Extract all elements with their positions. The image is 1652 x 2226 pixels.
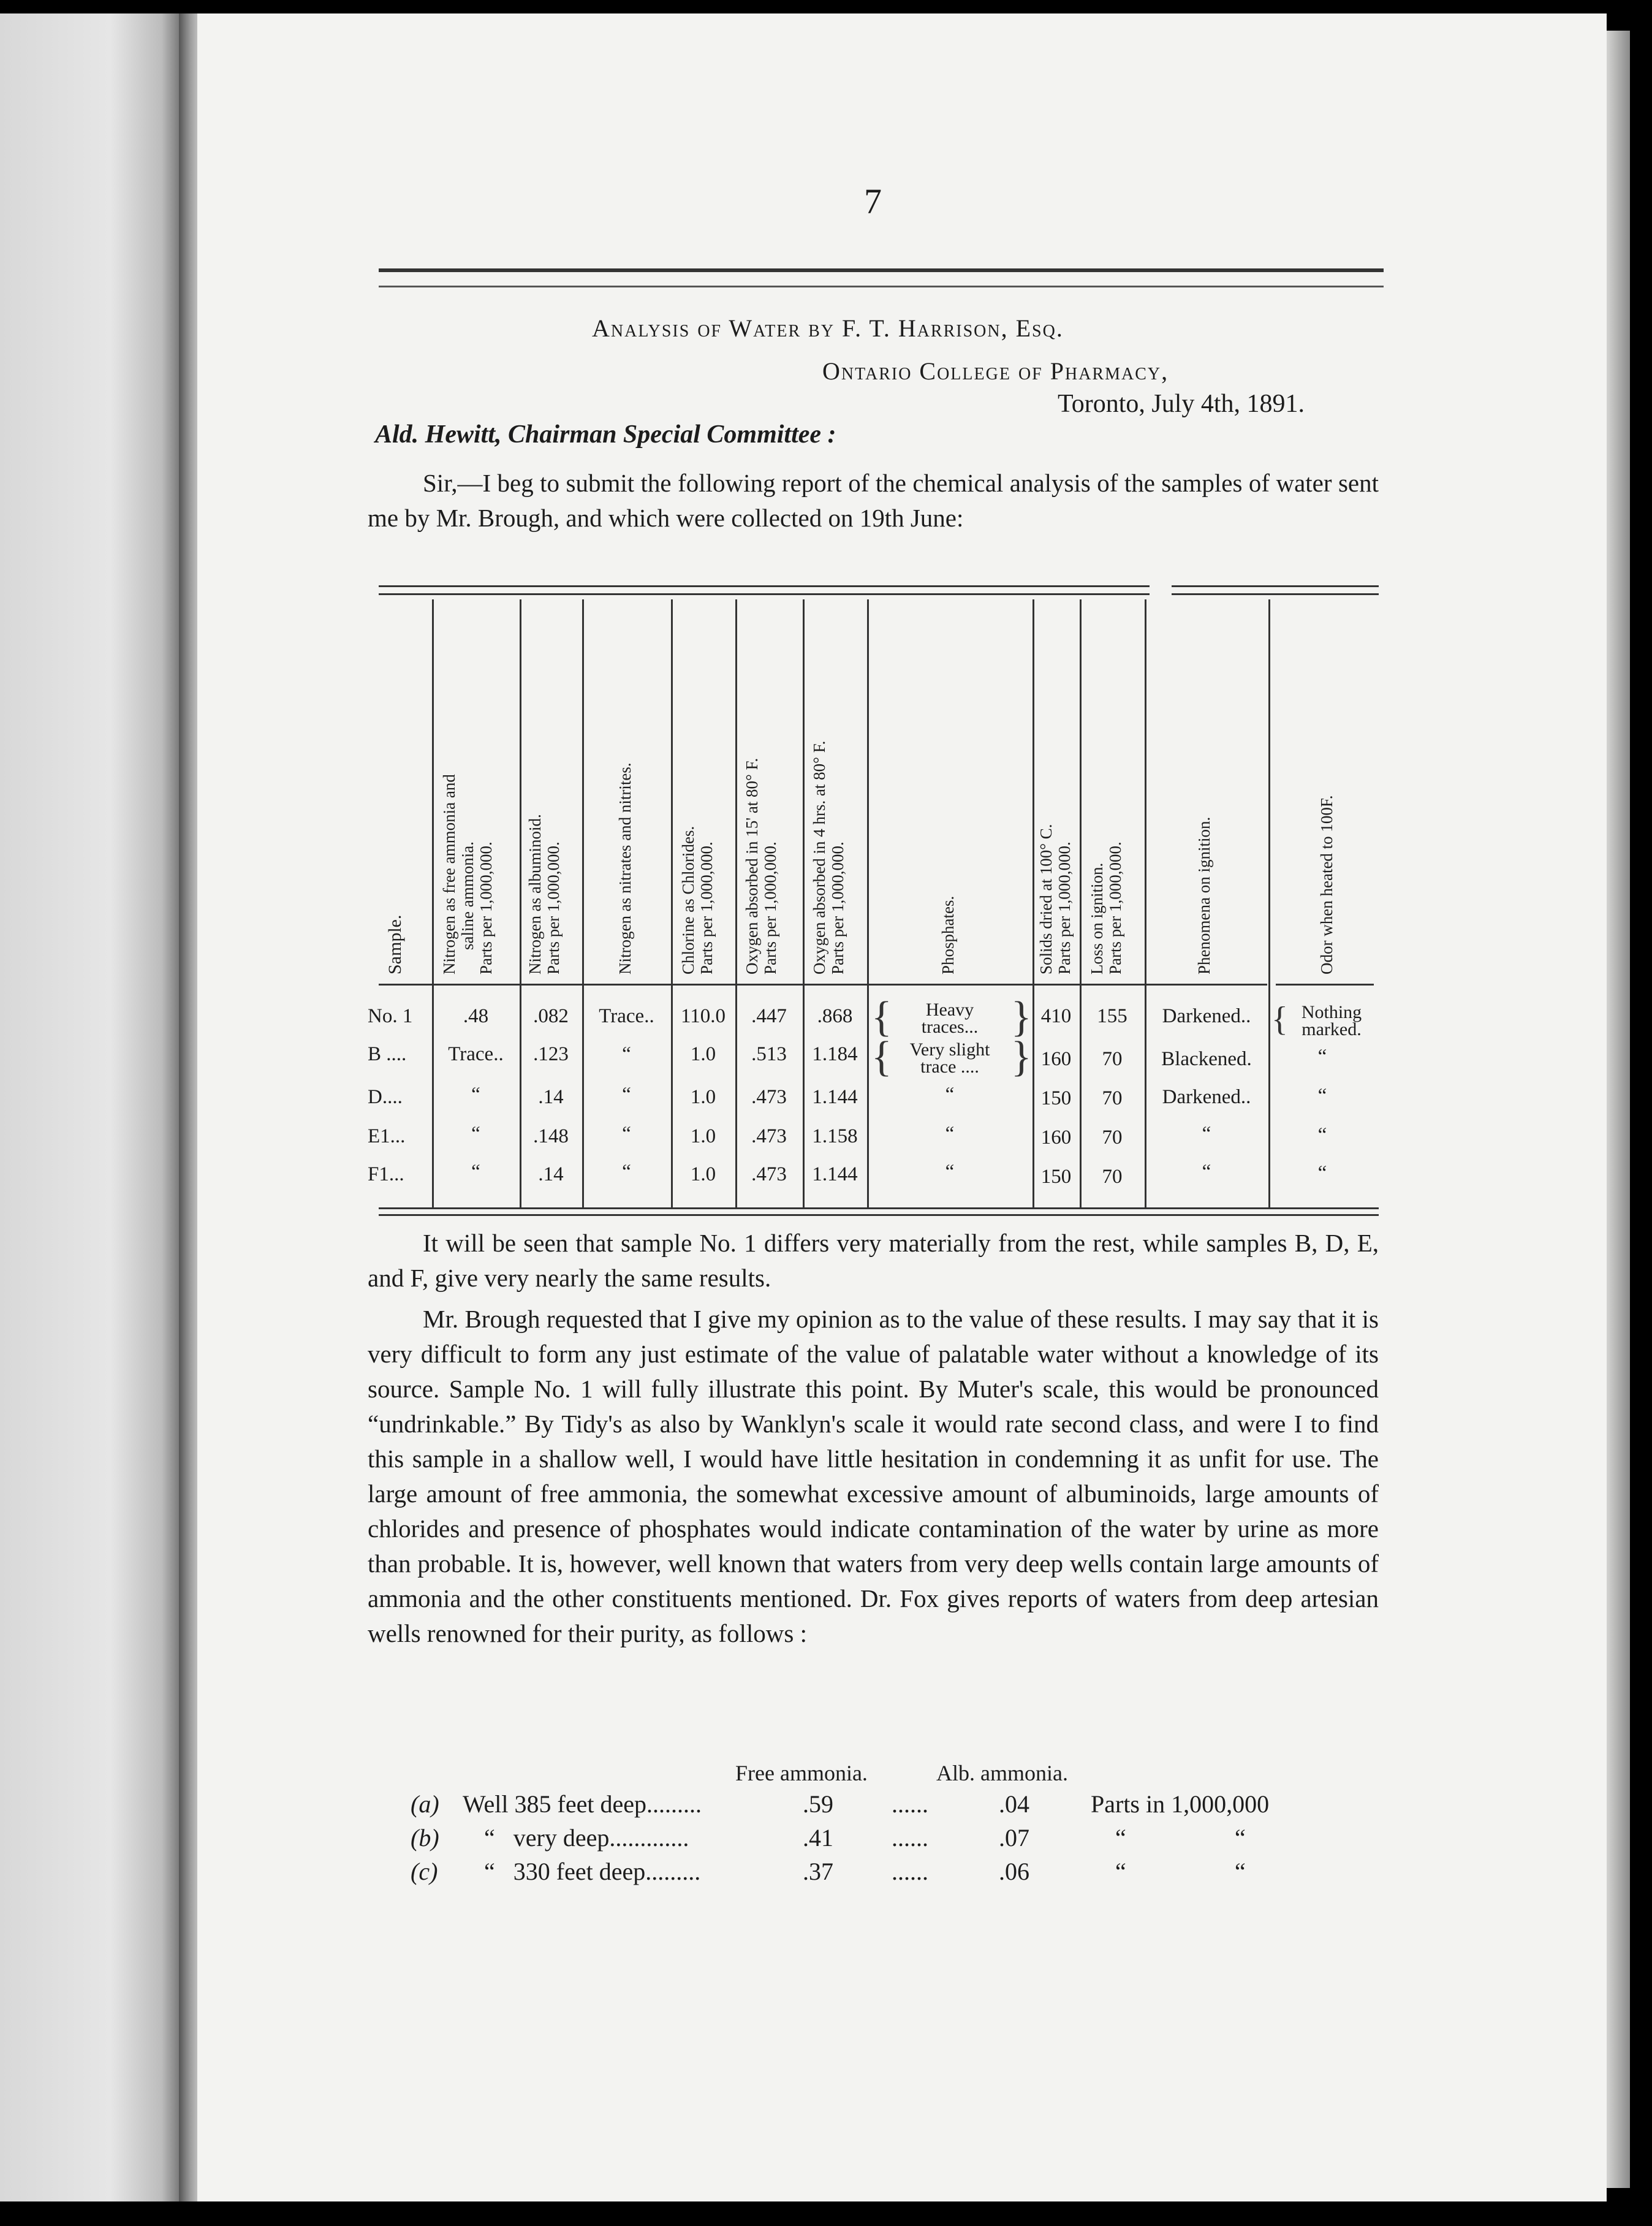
wells-row-label: (c) <box>411 1858 438 1885</box>
page-number: 7 <box>864 181 882 221</box>
cell-oxygen-4hrs: 1.144 <box>812 1163 858 1185</box>
header-rule <box>379 268 1384 287</box>
cell-odor: “ <box>1317 1162 1327 1184</box>
wells-row-unit: Parts in 1,000,000 <box>1091 1790 1270 1818</box>
cell-oxygen-4hrs: 1.184 <box>812 1043 858 1065</box>
cell-solids: 160 <box>1040 1126 1072 1149</box>
table-top-rule-right <box>1172 585 1379 595</box>
cell-nitrogen-nitrates: “ <box>622 1084 631 1106</box>
cell-oxygen-15: .513 <box>751 1043 787 1065</box>
cell-loss: 70 <box>1102 1048 1123 1070</box>
paragraph-sample-comparison: It will be seen that sample No. 1 differs very materially from the rest, while samples B, D, E, and F, give very nearly the same results. <box>368 1229 1379 1292</box>
facing-page <box>0 13 184 2201</box>
addressee: Ald. Hewitt, Chairman Special Committee : <box>375 420 836 449</box>
place-date: Toronto, July 4th, 1891. <box>1058 390 1305 418</box>
left-brace: { <box>871 1033 892 1081</box>
header-bottom-rule-right <box>1276 984 1374 986</box>
cell-nitrogen-albuminoid: .082 <box>533 1005 569 1027</box>
cell-sample: D.... <box>368 1086 403 1108</box>
cell-phosphates-line: traces... <box>921 1017 979 1037</box>
col-header-odor <box>1317 795 1336 974</box>
cell-phosphates: “ <box>945 1123 955 1145</box>
wells-row-alb: .04 <box>999 1790 1029 1818</box>
col-header-oxygen-4hrs <box>810 741 847 974</box>
cell-odor: “ <box>1317 1124 1327 1146</box>
col-header-nitrogen-free <box>440 774 495 974</box>
cell-nitrogen-nitrates: “ <box>622 1123 631 1145</box>
cell-phosphates-line: Very slight <box>909 1039 990 1060</box>
col-header-oxygen-15 <box>743 758 779 974</box>
cell-oxygen-15: .473 <box>751 1163 787 1185</box>
cell-solids: 160 <box>1040 1048 1072 1070</box>
col-header-text: Loss on ignition. <box>1088 862 1106 974</box>
wells-row-desc: “ 330 feet deep......... <box>484 1858 701 1885</box>
col-divider <box>1032 599 1034 1207</box>
cell-odor-line: Nothing <box>1301 1002 1362 1022</box>
cell-nitrogen-free: “ <box>471 1084 480 1106</box>
cell-phenomena: Darkened.. <box>1162 1005 1251 1027</box>
col-header-text: Parts per 1,000,000. <box>477 841 495 974</box>
wells-row-free: .37 <box>803 1858 833 1885</box>
cell-odor: “ <box>1317 1046 1327 1068</box>
col-header-nitrogen-albuminoid <box>526 814 563 974</box>
cell-phosphates <box>889 1041 1011 1076</box>
cell-loss: 155 <box>1097 1005 1127 1027</box>
cell-nitrogen-albuminoid: .148 <box>533 1125 569 1147</box>
cell-loss: 70 <box>1102 1126 1123 1149</box>
wells-row-unit-2: “ <box>1235 1824 1246 1852</box>
col-header-chlorides <box>679 826 716 974</box>
cell-nitrogen-free: .48 <box>463 1005 489 1027</box>
cell-chlorides: 1.0 <box>690 1086 716 1108</box>
wells-row-dots: ...... <box>892 1824 928 1852</box>
wells-row-desc: Well 385 feet deep......... <box>463 1790 702 1818</box>
col-header-loss <box>1088 841 1124 974</box>
col-header-text: Parts per 1,000,000. <box>761 841 779 974</box>
cell-oxygen-15: .473 <box>751 1086 787 1108</box>
wells-row-desc: “ very deep............. <box>484 1824 689 1852</box>
cell-sample: No. 1 <box>368 1005 413 1027</box>
col-divider <box>520 599 521 1207</box>
cell-nitrogen-nitrates: “ <box>622 1043 631 1065</box>
cell-phosphates: “ <box>945 1084 955 1106</box>
college-name: Ontario College of Pharmacy, <box>822 357 1169 385</box>
cell-nitrogen-albuminoid: .14 <box>538 1163 564 1185</box>
col-header-phenomena <box>1195 817 1213 974</box>
col-header-text: Phosphates. <box>939 895 957 974</box>
cell-phosphates <box>889 1001 1011 1036</box>
cell-nitrogen-nitrates: “ <box>622 1161 631 1183</box>
cell-phosphates: “ <box>945 1161 955 1183</box>
col-header-text: Parts per 1,000,000. <box>544 841 563 974</box>
col-divider <box>582 599 584 1207</box>
cell-odor: “ <box>1317 1085 1327 1107</box>
cell-nitrogen-free: Trace.. <box>448 1043 504 1065</box>
col-header-text: Nitrogen as nitrates and nitrites. <box>616 762 634 974</box>
wells-row-unit: “ <box>1115 1824 1126 1852</box>
table-bottom-rule <box>379 1207 1379 1216</box>
cell-oxygen-4hrs: 1.144 <box>812 1086 858 1108</box>
col-divider <box>671 599 673 1207</box>
col-header-text: Chlorine as Chlorides. <box>679 826 697 974</box>
cell-nitrogen-albuminoid: .14 <box>538 1086 564 1108</box>
cell-phenomena: Blackened. <box>1161 1048 1252 1070</box>
cell-chlorides: 110.0 <box>680 1005 726 1027</box>
report-title: Analysis of Water by F. T. Harrison, Esq. <box>592 314 1064 342</box>
cell-chlorides: 1.0 <box>690 1125 716 1147</box>
table-top-rule <box>379 585 1150 595</box>
body-text <box>368 1226 1379 1651</box>
cell-loss: 70 <box>1102 1166 1123 1188</box>
col-divider <box>735 599 737 1207</box>
cell-sample: E1... <box>368 1125 406 1147</box>
col-header-text: Parts per 1,000,000. <box>1106 841 1124 974</box>
cell-chlorides: 1.0 <box>690 1163 716 1185</box>
wells-row-free: .41 <box>803 1824 833 1852</box>
left-brace: { <box>1271 1000 1288 1038</box>
cell-nitrogen-free: “ <box>471 1123 480 1145</box>
cell-oxygen-15: .473 <box>751 1125 787 1147</box>
cell-phenomena: Darkened.. <box>1162 1086 1251 1108</box>
wells-row-free: .59 <box>803 1790 833 1818</box>
cell-odor <box>1286 1004 1377 1038</box>
col-header-text: Parts per 1,000,000. <box>697 841 716 974</box>
col-divider <box>1268 599 1270 1207</box>
cell-oxygen-15: .447 <box>751 1005 787 1027</box>
wells-row-alb: .06 <box>999 1858 1029 1885</box>
paragraph-opinion: Mr. Brough requested that I give my opinion as to the value of these results. I may say that it is very difficult to form any just estimate of the value of palatable water without a knowledge of its source. Sample No. 1 will fully illustrate this point. By Muter's scale, this would be pronounced “undrinkable.” By Tidy's as also by Wanklyn's scale it would rate second class, and were I to find this sample in a shallow well, I would have little hesitation in condemning it as unfit for use. The large amount of free ammonia, the somewhat excessive amount of albuminoids, large amounts of chlorides and presence of phosphates would indicate contamination of the water by urine as more than probable. It is, however, well known that waters from very deep wells contain large amounts of ammonia and the other constituents mentioned. Dr. Fox gives reports of waters from deep artesian wells renowned for their purity, as follows : <box>368 1305 1379 1647</box>
right-brace: } <box>1011 1033 1032 1081</box>
col-divider <box>1145 599 1146 1207</box>
col-header-text: Nitrogen as albuminoid. <box>526 814 544 974</box>
col-header-text: Sample. <box>385 914 405 974</box>
col-divider <box>1080 599 1082 1207</box>
wells-row-alb: .07 <box>999 1824 1029 1852</box>
col-header-text: Nitrogen as free ammonia and <box>440 774 458 974</box>
cell-oxygen-4hrs: 1.158 <box>812 1125 858 1147</box>
wells-row-label: (a) <box>411 1790 439 1818</box>
cell-oxygen-4hrs: .868 <box>817 1005 853 1027</box>
col-divider <box>803 599 805 1207</box>
cell-loss: 70 <box>1102 1087 1123 1109</box>
cell-odor-line: marked. <box>1302 1019 1362 1039</box>
header-bottom-rule <box>379 984 1267 986</box>
col-header-text: Parts per 1,000,000. <box>828 841 847 974</box>
cell-phosphates-line: Heavy <box>925 1000 974 1020</box>
wells-row-dots: ...... <box>892 1858 928 1885</box>
col-header-text: Oxygen absorbed in 15' at 80° F. <box>743 758 761 974</box>
col-header-solids <box>1037 824 1074 974</box>
col-header-phosphates <box>939 896 957 974</box>
col-header-text: Solids dried at 100° C. <box>1037 824 1055 974</box>
intro-text: Sir,—I beg to submit the following report of the chemical analysis of the samples of water sent me by Mr. Brough, and which were collected on 19th June: <box>368 469 1379 532</box>
col-header-text: saline ammonia. <box>458 841 477 950</box>
col-header-sample <box>386 915 404 975</box>
col-header-text: Parts per 1,000,000. <box>1055 841 1074 974</box>
col-header-text: Oxygen absorbed in 4 hrs. at 80° F. <box>810 740 828 974</box>
cell-nitrogen-nitrates: Trace.. <box>599 1005 654 1027</box>
wells-header-free-ammonia: Free ammonia. <box>735 1761 868 1785</box>
cell-chlorides: 1.0 <box>690 1043 716 1065</box>
wells-row-unit: “ <box>1115 1858 1126 1885</box>
col-divider <box>867 599 869 1207</box>
wells-row-dots: ...... <box>892 1790 928 1818</box>
cell-solids: 410 <box>1040 1005 1072 1027</box>
wells-header-alb-ammonia: Alb. ammonia. <box>936 1761 1068 1785</box>
wells-row-unit-2: “ <box>1235 1858 1246 1885</box>
cell-sample: B .... <box>368 1043 407 1065</box>
col-divider <box>432 599 434 1207</box>
col-header-nitrogen-nitrates <box>616 762 634 974</box>
cell-solids: 150 <box>1040 1087 1072 1109</box>
wells-row-label: (b) <box>411 1824 439 1852</box>
cell-phenomena: “ <box>1202 1161 1211 1183</box>
col-header-text: Phenomena on ignition. <box>1195 816 1213 974</box>
cell-phosphates-line: trace .... <box>920 1057 979 1077</box>
cell-nitrogen-albuminoid: .123 <box>533 1043 569 1065</box>
cell-sample: F1... <box>368 1163 404 1185</box>
cell-nitrogen-free: “ <box>471 1161 480 1183</box>
right-brace: } <box>1011 993 1032 1041</box>
intro-paragraph <box>368 466 1379 536</box>
col-header-text: Odor when heated to 100F. <box>1317 795 1336 974</box>
cell-solids: 150 <box>1040 1166 1072 1188</box>
left-brace: { <box>871 993 892 1041</box>
cell-phenomena: “ <box>1202 1123 1211 1145</box>
